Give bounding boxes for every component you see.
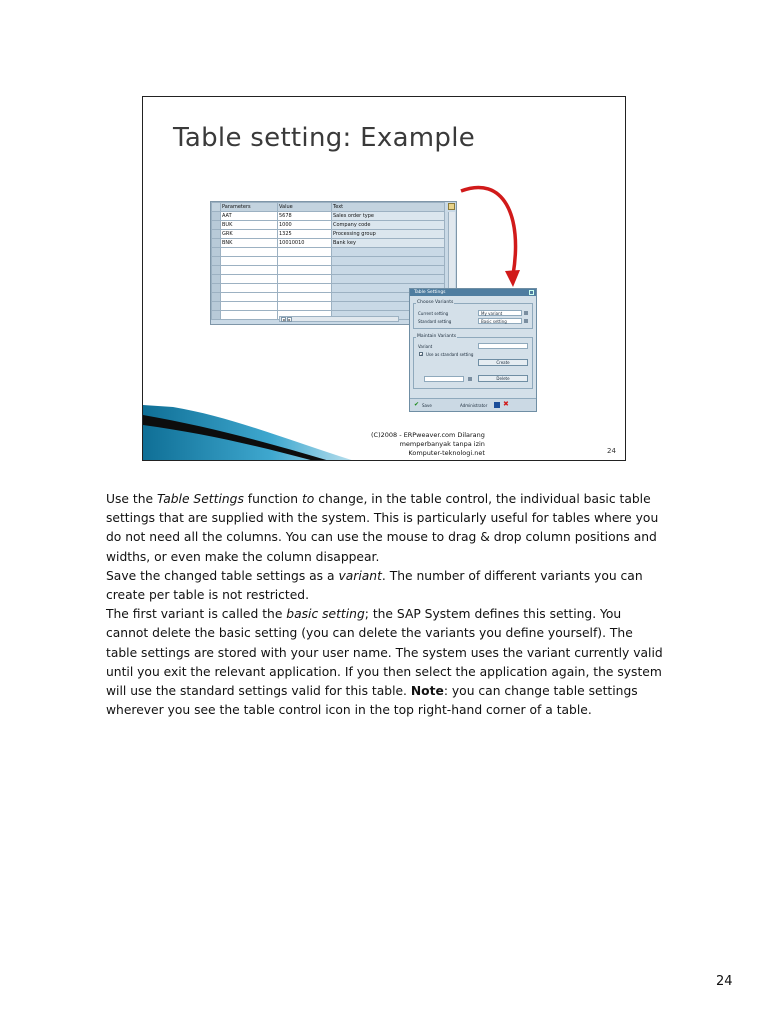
variant-input[interactable] xyxy=(478,343,528,349)
cancel-icon[interactable]: ✖ xyxy=(503,400,509,408)
note-label: Note xyxy=(410,684,444,699)
close-icon[interactable] xyxy=(529,290,534,295)
current-setting-field[interactable]: My variant xyxy=(478,310,522,316)
emphasis-basic-setting: basic setting xyxy=(286,607,365,622)
table-row[interactable] xyxy=(212,239,445,248)
cell-text: Processing group xyxy=(332,230,445,239)
cell-value[interactable]: 1000 xyxy=(278,221,332,230)
administrator-button[interactable]: Administrator xyxy=(460,403,488,408)
info-icon[interactable] xyxy=(494,402,500,408)
cell-value[interactable] xyxy=(278,257,332,266)
text-run: Use the xyxy=(106,492,157,506)
cell-value[interactable] xyxy=(278,248,332,257)
emphasis-variant: variant xyxy=(338,568,382,583)
f4-help-icon[interactable] xyxy=(524,319,528,323)
body-text xyxy=(106,490,666,720)
cell-text xyxy=(332,266,445,275)
check-icon[interactable]: ✔ xyxy=(414,401,420,408)
cell-value[interactable] xyxy=(278,293,332,302)
table-settings-dialog xyxy=(409,288,537,412)
cell-parameter[interactable]: BNK xyxy=(221,239,278,248)
row-selector-header xyxy=(212,203,221,212)
dialog-footer xyxy=(410,398,536,411)
dialog-title: Table Settings xyxy=(410,289,536,296)
text-run: change, in the table control, the individual basic table settings that are supplied with the system. This is particularly useful for tables where you do not need all the columns. You can use the mouse to drag & drop column positions and widths, or even make the column disappear. xyxy=(106,492,659,564)
horizontal-scrollbar[interactable] xyxy=(279,316,399,322)
cell-parameter[interactable] xyxy=(221,248,278,257)
copyright-line: memperbanyak tanpa izin xyxy=(399,440,485,448)
cell-text: Bank key xyxy=(332,239,445,248)
cell-parameter[interactable] xyxy=(221,275,278,284)
cell-parameter[interactable] xyxy=(221,266,278,275)
copyright-line: (C)2008 - ERPweaver.com Dilarang xyxy=(371,431,485,439)
use-standard-checkbox[interactable]: ✓ xyxy=(420,352,424,357)
text-run: : you can change table settings wherever you see the table control icon in the top right-hand corner of a table. xyxy=(106,684,638,718)
f4-help-icon[interactable] xyxy=(468,377,472,381)
column-header-value[interactable]: Value xyxy=(278,203,332,212)
cell-value[interactable] xyxy=(278,302,332,311)
row-selector[interactable] xyxy=(212,212,221,221)
row-selector[interactable] xyxy=(212,257,221,266)
maintain-variants-group xyxy=(413,334,533,389)
current-setting-label: Current setting xyxy=(418,311,449,316)
cell-parameter[interactable]: BUK xyxy=(221,221,278,230)
delete-variant-input[interactable] xyxy=(424,376,464,382)
row-selector[interactable] xyxy=(212,230,221,239)
scroll-left-icon[interactable]: ◂ xyxy=(282,317,285,322)
cell-parameter[interactable] xyxy=(221,311,278,320)
row-selector[interactable] xyxy=(212,275,221,284)
column-header-text[interactable]: Text xyxy=(332,203,445,212)
use-standard-label: Use as standard setting xyxy=(426,352,474,357)
row-selector[interactable] xyxy=(212,311,221,320)
cell-value[interactable] xyxy=(278,284,332,293)
slide-number: 24 xyxy=(607,447,616,455)
cell-text: Sales order type xyxy=(332,212,445,221)
text-run: The first variant is called the xyxy=(106,607,287,622)
standard-setting-label: Standard setting xyxy=(418,319,452,324)
paragraph xyxy=(106,490,666,567)
emphasis-to: to xyxy=(301,492,315,506)
standard-setting-field[interactable]: Basic setting xyxy=(478,318,522,324)
column-header-parameters[interactable]: Parameters xyxy=(221,203,278,212)
delete-button[interactable]: Delete xyxy=(478,375,528,382)
choose-variants-label: Choose Variants xyxy=(417,300,454,305)
text-run: . The number of different variants you can create per table is not restricted. xyxy=(106,568,643,603)
text-run: Save the changed table settings as a xyxy=(106,568,339,583)
cell-value[interactable] xyxy=(278,275,332,284)
row-selector[interactable] xyxy=(212,302,221,311)
create-button[interactable]: Create xyxy=(478,359,528,366)
cell-value[interactable]: 1325 xyxy=(278,230,332,239)
variant-label: Variant xyxy=(418,344,433,349)
cell-parameter[interactable]: GRK xyxy=(221,230,278,239)
cell-value[interactable]: 10010010 xyxy=(278,239,332,248)
cell-value[interactable]: 5678 xyxy=(278,212,332,221)
f4-help-icon[interactable] xyxy=(524,311,528,315)
cell-text xyxy=(332,275,445,284)
table-row[interactable] xyxy=(212,230,445,239)
red-arrow-icon xyxy=(443,175,533,295)
save-button[interactable]: Save xyxy=(422,403,432,408)
copyright-notice xyxy=(371,431,485,458)
row-selector[interactable] xyxy=(212,293,221,302)
table-row-empty[interactable] xyxy=(212,266,445,275)
row-selector[interactable] xyxy=(212,239,221,248)
slide-image xyxy=(142,96,626,461)
cell-parameter[interactable] xyxy=(221,293,278,302)
row-selector[interactable] xyxy=(212,221,221,230)
cell-parameter[interactable] xyxy=(221,284,278,293)
page-number: 24 xyxy=(716,974,733,989)
cell-value[interactable] xyxy=(278,266,332,275)
table-row[interactable] xyxy=(212,212,445,221)
paragraph xyxy=(106,567,666,605)
table-row-empty[interactable] xyxy=(212,248,445,257)
cell-parameter[interactable] xyxy=(221,257,278,266)
paragraph xyxy=(106,605,666,720)
cell-text: Company code xyxy=(332,221,445,230)
table-row[interactable] xyxy=(212,221,445,230)
cell-text xyxy=(332,248,445,257)
cell-parameter[interactable]: AAT xyxy=(221,212,278,221)
slide-title: Table setting: Example xyxy=(173,123,476,153)
text-run: ; the SAP System defines this setting. You cannot delete the basic setting (you can delete the variants you define yourself). The table settings are stored with your user name. The system uses the variant currently valid until you exit the relevant application. If you then select the application again, the system will use the standard settings valid for this table. xyxy=(106,607,663,699)
cell-parameter[interactable] xyxy=(221,302,278,311)
text-run: function xyxy=(243,492,302,506)
choose-variants-group xyxy=(413,300,533,329)
maintain-variants-label: Maintain Variants xyxy=(417,334,457,339)
emphasis-table-settings: Table Settings xyxy=(156,492,244,506)
row-selector[interactable] xyxy=(212,248,221,257)
scroll-right-icon[interactable]: ▸ xyxy=(288,317,291,322)
row-selector[interactable] xyxy=(212,284,221,293)
table-row-empty[interactable] xyxy=(212,257,445,266)
copyright-line: Komputer-teknologi.net xyxy=(408,449,485,457)
decorative-swoosh xyxy=(143,397,373,461)
cell-text xyxy=(332,257,445,266)
row-selector[interactable] xyxy=(212,266,221,275)
table-row-empty[interactable] xyxy=(212,275,445,284)
